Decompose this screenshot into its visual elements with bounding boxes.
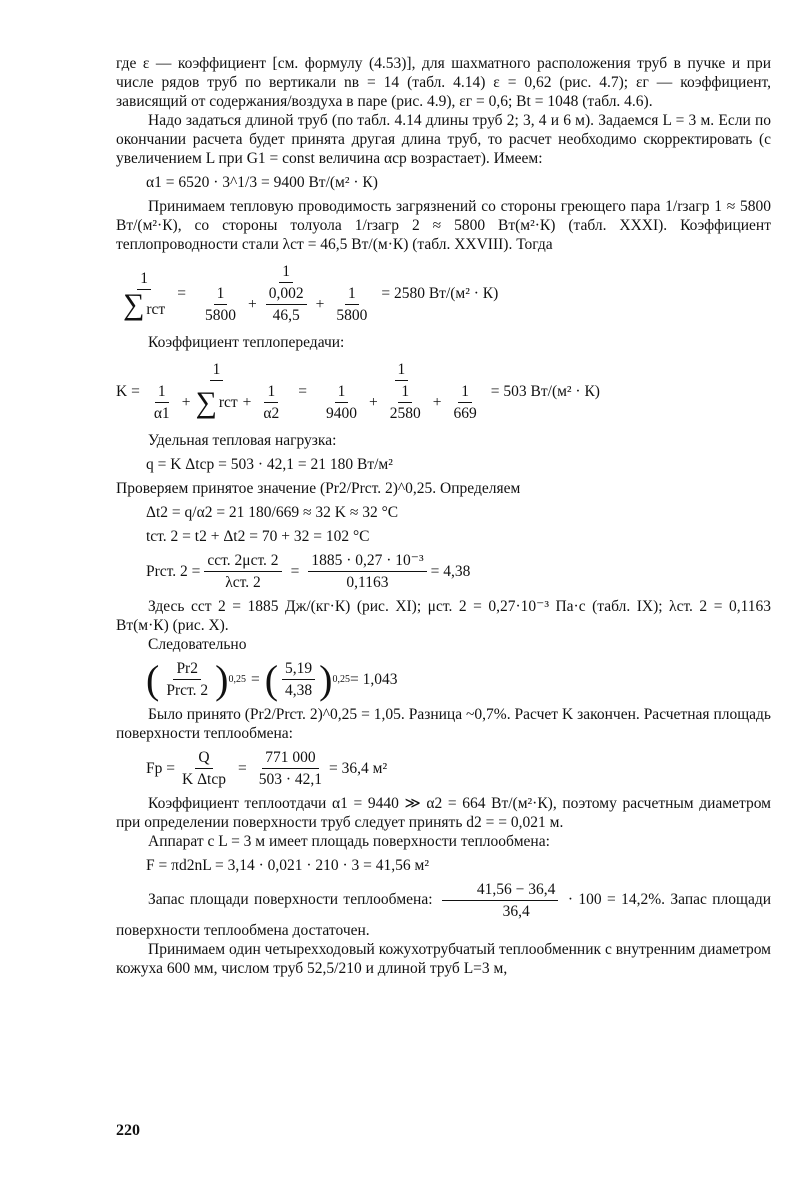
equation-f: F = πd2nL = 3,14 · 0,021 · 210 · 3 = 41,56 м²	[146, 857, 430, 874]
paragraph-k-label: Коэффициент теплопередачи:	[148, 334, 345, 351]
fraction-rhs: 1 $\frac{1}{5800}$ + $\frac{0,002}{46,5}$ + $\frac{1}{5800}$	[204, 263, 368, 324]
page-number: 220	[116, 1122, 140, 1139]
equation-t-wall: tст. 2 = t2 + Δt2 = 70 + 32 = 102 °C	[146, 528, 370, 545]
paragraph-epsilon: где ε — коэффициент [см. формулу (4.53)], для шахматного расположения труб в пучке и при числе рядов труб по вертикали nв = 14 (табл. 4.14) ε = 0,62 (рис. 4.7); εг — коэффициент, зависящий от содержания/воздуха в паре (рис. 4.9), εг = 0,6; Bt = 1048 (табл. 4.6).	[116, 55, 771, 110]
paragraph-margin: Запас площади поверхности теплообмена: $\frac{41,56 - 36,4}{36,4}$ · 100 = 14,2%. Запас площади поверхности теплообмена достаточен.	[116, 881, 772, 939]
paragraph-coefficient: Коэффициент теплоотдачи α1 = 9440 ≫ α2 = 664 Вт/(м²·К), поэтому расчетным диаметром при определении поверхности труб следует принять d2 = = 0,021 м.	[116, 795, 771, 831]
equation-q: q = K Δtср = 503 · 42,1 = 21 180 Вт/м²	[146, 456, 393, 473]
equation-k: K = 1 $\frac{1}{\alpha 1}$ + ∑ rст + $\frac{1}{\alpha 2}$ = 1 $\frac{1}{9400}$ + $\frac{1}{2580}$ + $\frac{1}{669}$ = 503 Вт/(м² · К)	[116, 361, 600, 422]
paragraph-fouling: Принимаем тепловую проводимость загрязнений со стороны греющего пара 1/rзагр 1 ≈ 5800 Вт/(м²·К), со стороны толуола 1/rзагр 2 ≈ 5800 Вт(м²·К) (табл. XXXI). Коэффициент теплопроводности стали λст = 46,5 Вт/(м·К) (табл. XXVIII). Тогда	[116, 198, 771, 253]
paragraph-tube-length: Надо задаться длиной труб (по табл. 4.14 длины труб 2; 3, 4 и 6 м). Задаемся L = 3 м. Если по окончании расчета будет принята другая длина труб, то расчет необходимо скорректировать (с увеличением L при G1 = const величина αср возрастает). Имеем:	[116, 112, 771, 167]
equation-pr-ratio: ( $\frac{Pr2}{\text{Prст. 2}}$ ) 0,25 = ( $\frac{5,19}{4,38}$ ) 0,25 = 1,043	[146, 656, 398, 702]
paragraph-accepted: Было принято (Pr2/Prст. 2)^0,25 = 1,05. Разница ~0,7%. Расчет K закончен. Расчетная площадь поверхности теплообмена:	[116, 706, 771, 742]
equation-alpha1: α1 = 6520 · 3^1/3 = 9400 Вт/(м² · К)	[146, 174, 378, 191]
paragraph-here: Здесь cст 2 = 1885 Дж/(кг·К) (рис. XI); μст. 2 = 0,27·10⁻³ Па·с (табл. IX); λст. 2 = 0,1163 Вт(м·К) (рис. X).	[116, 598, 771, 634]
paragraph-apparatus: Аппарат с L = 3 м имеет площадь поверхности теплообмена:	[148, 833, 550, 850]
equation-sum-r: $\frac{1}{\text{∑ rст}}$ = 1 $\frac{1}{5800}$ + $\frac{0,002}{46,5}$ + $\frac{1}{5800}$ = 2580 Вт/(м² · К)	[116, 262, 771, 325]
equation-area: Fр = $\frac{Q}{\text{K Δtср}}$ = $\frac{771 000}{503 \cdot 42,1}$ = 36,4 м²	[146, 749, 388, 788]
equation-result: = 2580 Вт/(м² · К)	[381, 285, 499, 302]
paragraph-accept-exchanger: Принимаем один четырехходовый кожухотрубчатый теплообменник с внутренним диаметром кожуха 600 мм, числом труб 52,5/210 и длиной труб L=3 м,	[116, 941, 771, 977]
equation-pr-wall: Prст. 2 = $\frac{\text{cст. 2μст. 2}}{\text{λст. 2}}$ = $\frac{\text{1885 · 0,27 · 10⁻³}}{0,1163}$ = 4,38	[146, 552, 471, 591]
fraction-lhs: $\frac{1}{\text{∑ rст}}$	[123, 269, 166, 321]
paragraph-therefore: Следовательно	[148, 636, 247, 653]
equation-delta-t2: Δt2 = q/α2 = 21 180/669 ≈ 32 K ≈ 32 °C	[146, 504, 399, 521]
paragraph-heat-load: Удельная тепловая нагрузка:	[148, 432, 337, 449]
paragraph-check-pr: Проверяем принятое значение (Pr2/Prст. 2)^0,25. Определяем	[116, 480, 521, 497]
